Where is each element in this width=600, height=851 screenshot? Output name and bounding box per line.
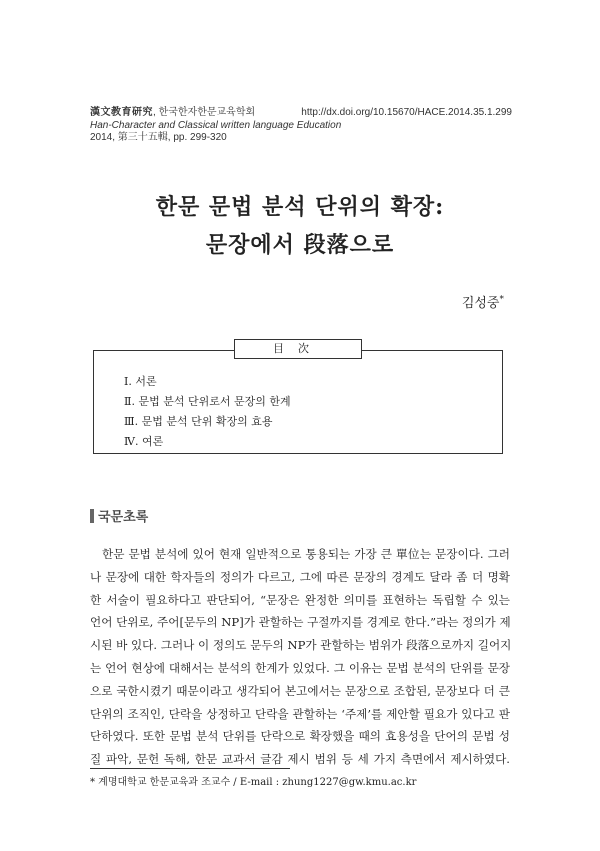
toc-list [124,372,291,452]
abstract-line: 단위의 조직인, 단락을 상정하고 단락을 관할하는 ‘주제’를 제안할 필요가 있다고 판 [90,706,510,721]
author-footnote-mark: * [499,294,504,305]
abstract-line: 는 언어 현상에 대해서는 분석의 한계가 있었다. 그 이유는 문법 분석의 단위를 문장 [90,660,510,675]
abstract-heading-text: 국문초록 [98,510,149,525]
toc-item: Ⅲ. 문법 분석 단위 확장의 효용 [124,415,273,428]
heading-bar-icon [90,509,94,523]
journal-english-name: Han-Character and Classical written language Education [90,119,342,131]
abstract-line: 언어 단위로, 주어[문두의 NP]가 관할하는 구절까지를 경계로 한다.”라는 정의가 제 [90,615,511,630]
abstract-line: 질 파악, 문헌 독해, 한문 교과서 글감 제시 범위 등 세 가지 측면에서 제시하였다. [90,752,510,767]
toc-item: Ⅰ. 서론 [124,375,157,388]
abstract-line: 으로 국한시켰기 때문이라고 생각되어 본고에서는 문장으로 조합된, 문장보다 더 큰 [90,683,510,698]
society-name: , 한국한자한문교육학회 [153,107,256,118]
abstract-line: 단하였다. 또한 문법 분석 단위를 단락으로 확장했을 때의 효용성을 단어의 문법 성 [90,729,510,744]
abstract-body [90,543,510,771]
toc-item: Ⅳ. 여론 [124,435,164,448]
abstract-heading [90,506,148,525]
author-footnote: * 계명대학교 한문교육과 조교수 / E-mail : zhung1227@gw.kmu.ac.kr [90,777,417,788]
journal-volume: 2014, 第三十五輯, pp. 299-320 [90,132,227,143]
toc-label: 目次 [234,339,362,359]
journal-logo: 漢文教育研究 [90,107,153,118]
abstract-line: 나 문장에 대한 학자들의 정의가 다르고, 그에 따른 문장의 경계도 달라 좀 더 명확 [90,569,510,584]
paper-title-line-1: 한문 문법 분석 단위의 확장: [155,194,445,220]
author-name: 김성중 [461,296,500,311]
abstract-line: 한 서술이 필요하다고 판단되어, “문장은 완정한 의미를 표현하는 독립할 수 있는 [90,592,510,607]
paper-title-line-2: 문장에서 段落으로 [205,232,395,258]
author [462,292,504,311]
abstract-line: 시된 바 있다. 그러나 이 정의도 문두의 NP가 관할하는 범위가 段落으로까지 길어지 [90,638,512,653]
footnote-divider [90,768,290,769]
abstract-line: 한문 문법 분석에 있어 현재 일반적으로 통용되는 가장 큰 單位는 문장이다. 그러 [102,547,510,561]
doi-link[interactable]: http://dx.doi.org/10.15670/HACE.2014.35.1.299 [301,107,512,118]
toc-item: Ⅱ. 문법 분석 단위로서 문장의 한계 [124,395,291,408]
